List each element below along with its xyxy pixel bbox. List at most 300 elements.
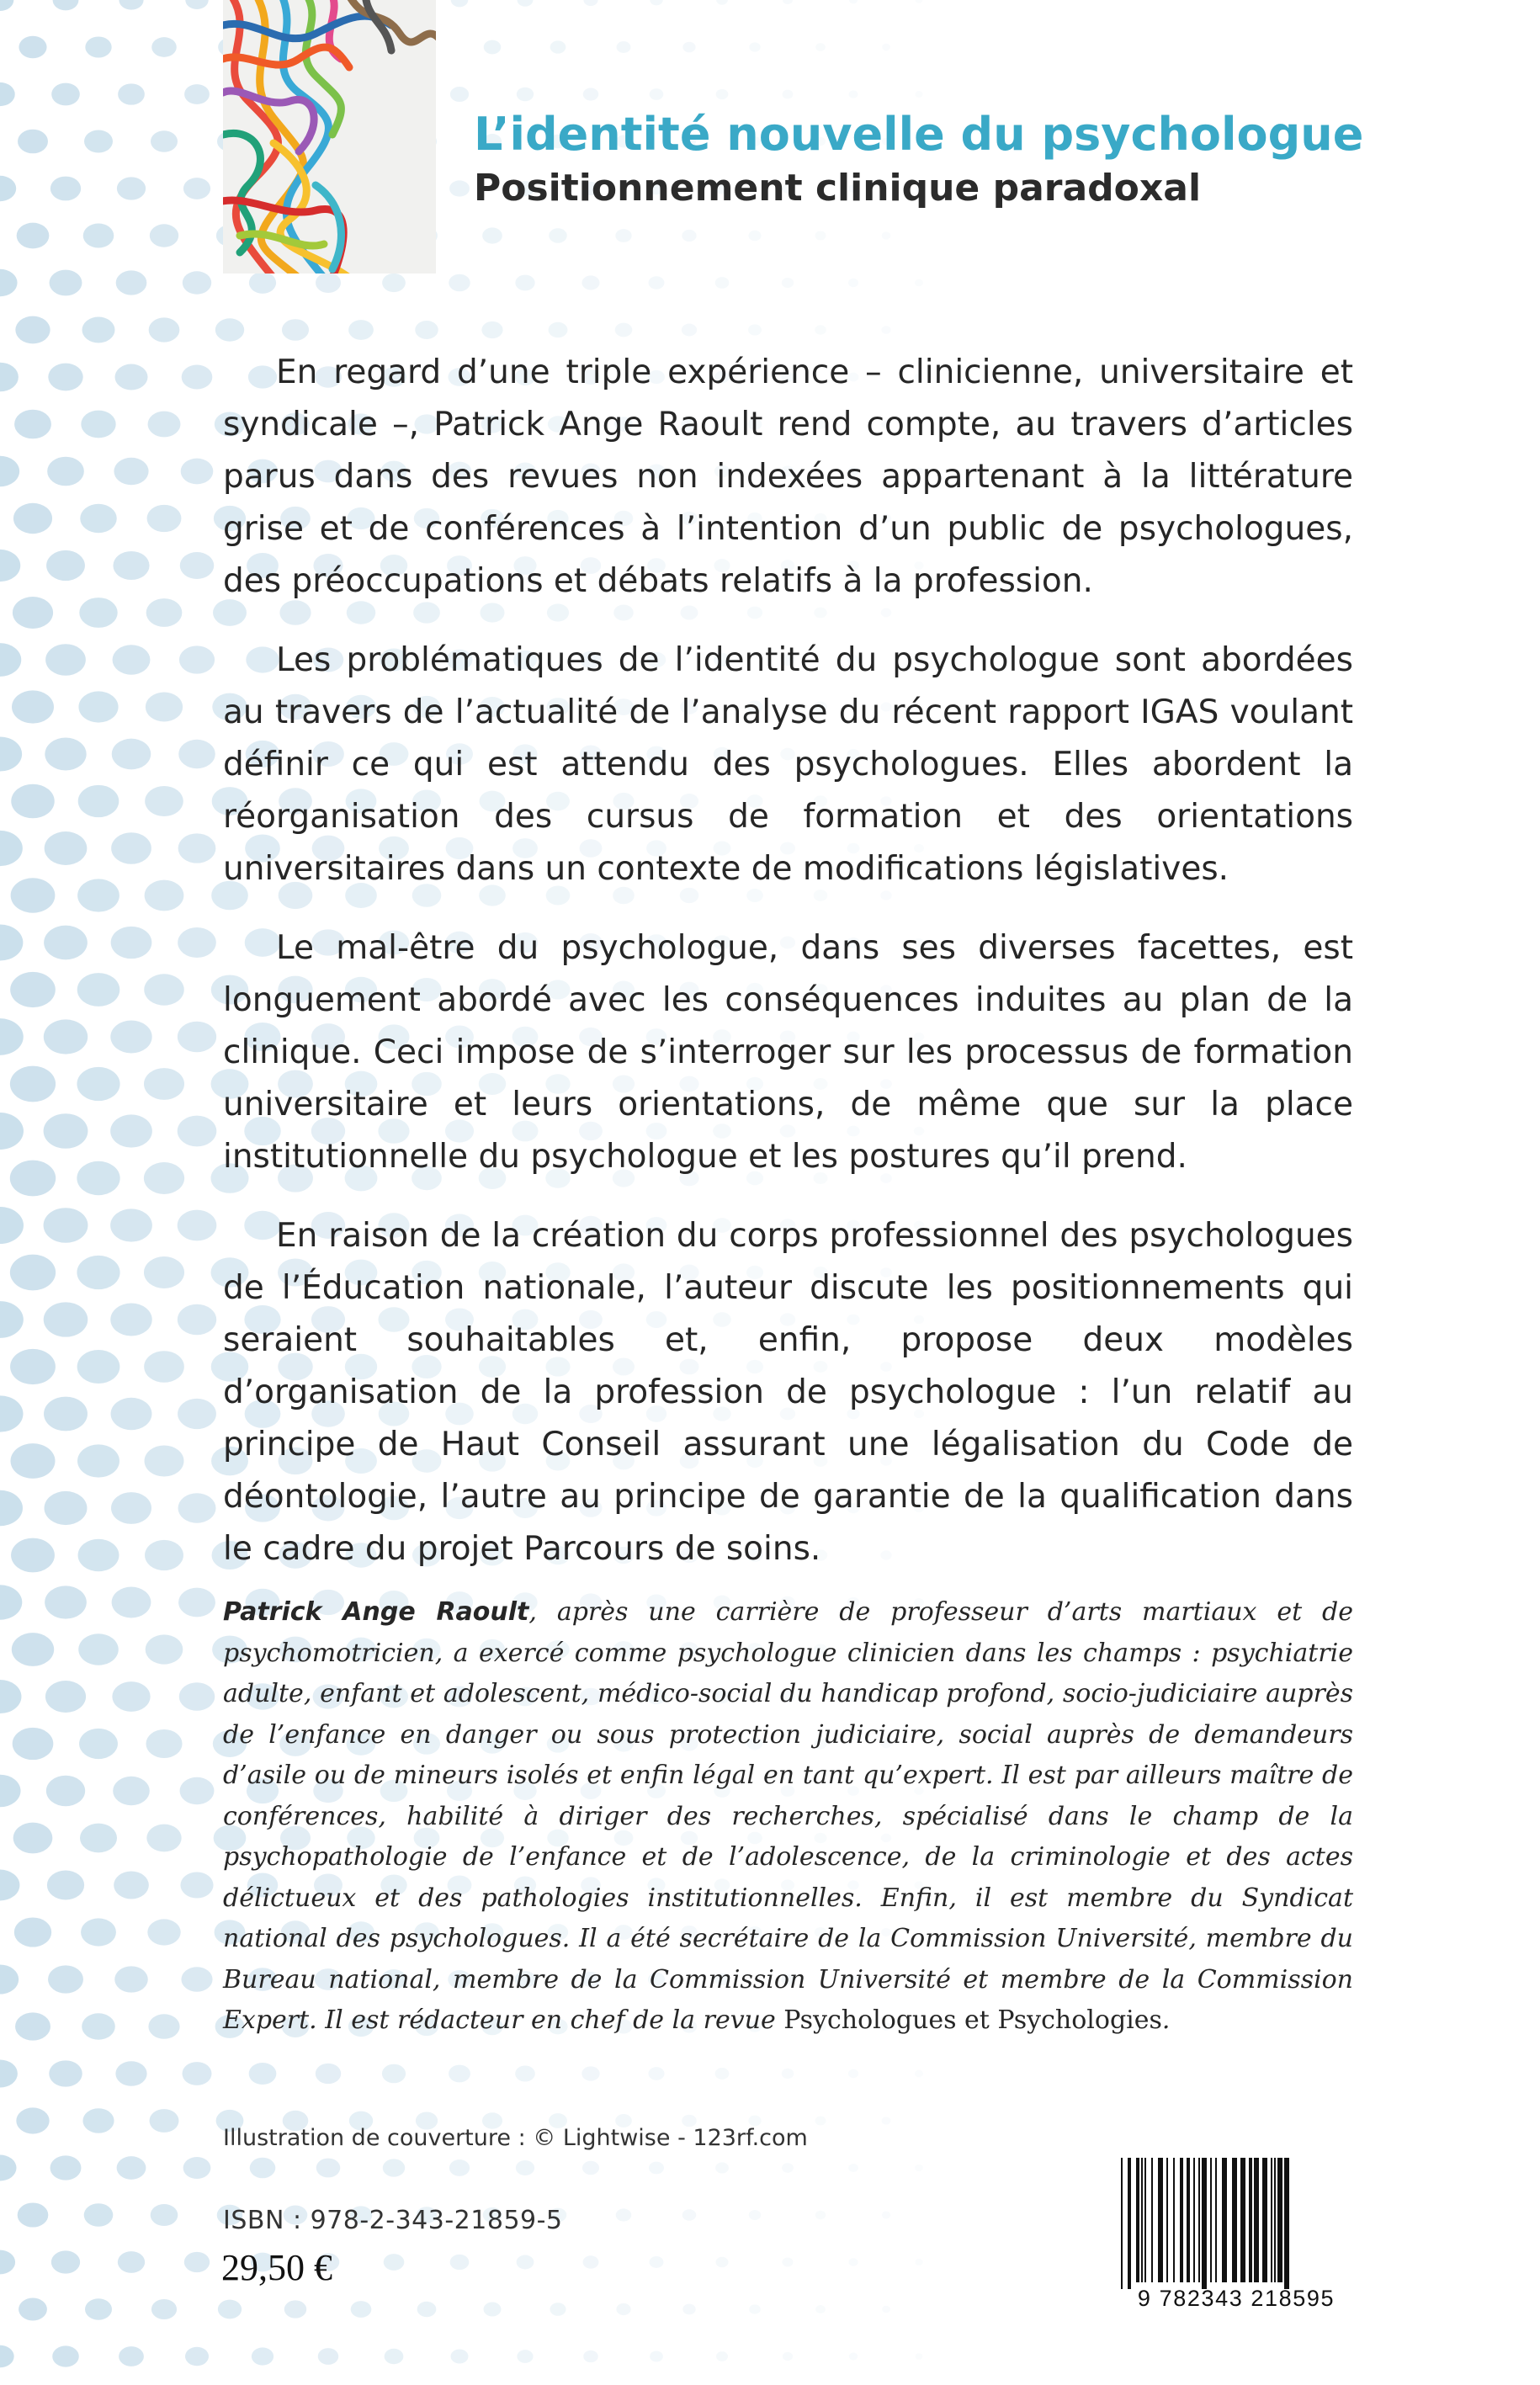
pattern-dot xyxy=(815,231,826,241)
pattern-dot xyxy=(85,2298,112,2320)
pattern-dot xyxy=(182,364,213,389)
pattern-dot xyxy=(146,1825,181,1852)
pattern-dot xyxy=(13,597,53,629)
pattern-dot xyxy=(0,176,16,201)
pattern-dot xyxy=(450,2255,470,2270)
pattern-dot xyxy=(0,0,13,11)
pattern-dot xyxy=(78,1633,119,1665)
pattern-dot xyxy=(145,1540,183,1570)
pattern-dot xyxy=(45,1681,86,1713)
pattern-dot xyxy=(111,832,151,864)
pattern-dot xyxy=(150,224,178,247)
barcode-bar xyxy=(1128,2158,1131,2289)
pattern-dot xyxy=(46,1776,85,1807)
pattern-dot xyxy=(50,270,82,296)
pattern-dot xyxy=(13,1823,53,1854)
pattern-dot xyxy=(151,2204,178,2226)
pattern-dot xyxy=(84,130,113,152)
pattern-dot xyxy=(178,1116,217,1147)
pattern-dot xyxy=(252,2347,273,2365)
pattern-dot xyxy=(13,1728,54,1760)
pattern-dot xyxy=(145,786,183,816)
pattern-dot xyxy=(650,88,664,100)
pattern-dot xyxy=(114,364,147,390)
pattern-dot xyxy=(0,269,18,297)
author-bio-end: . xyxy=(1161,2005,1171,2035)
pattern-dot xyxy=(0,924,23,960)
pattern-dot xyxy=(581,275,599,289)
pattern-dot xyxy=(10,1443,55,1479)
pattern-dot xyxy=(0,363,19,392)
pattern-dot xyxy=(583,2255,599,2268)
pattern-dot xyxy=(0,1585,22,1619)
pattern-dot xyxy=(82,317,114,343)
pattern-dot xyxy=(45,831,88,865)
pattern-dot xyxy=(0,1490,23,1526)
pattern-dot xyxy=(481,321,502,338)
pattern-dot xyxy=(715,2162,729,2173)
pattern-dot xyxy=(144,1351,184,1383)
pattern-dot xyxy=(184,84,210,104)
pattern-dot xyxy=(178,833,216,863)
barcode-bars xyxy=(1102,2154,1370,2289)
pattern-dot xyxy=(111,1398,152,1431)
pattern-dot xyxy=(51,2250,80,2273)
pattern-dot xyxy=(515,2065,535,2081)
pattern-dot xyxy=(615,229,631,242)
pattern-dot xyxy=(250,2158,276,2178)
pattern-dot xyxy=(783,2352,793,2361)
pattern-dot xyxy=(682,42,695,53)
pattern-dot xyxy=(178,1493,216,1523)
pattern-dot xyxy=(583,0,597,6)
pattern-dot xyxy=(112,739,151,770)
pattern-dot xyxy=(180,1777,215,1804)
pattern-dot xyxy=(110,1304,151,1336)
pattern-dot xyxy=(12,1633,54,1666)
pattern-dot xyxy=(583,2350,597,2362)
barcode-bar xyxy=(1284,2158,1289,2289)
pattern-dot xyxy=(45,1491,88,1525)
pattern-dot xyxy=(48,1965,83,1993)
pattern-dot xyxy=(0,643,21,677)
pattern-dot xyxy=(649,276,665,289)
pattern-dot xyxy=(682,230,696,242)
barcode-bar xyxy=(1173,2158,1175,2282)
illustration-credit: Illustration de couverture : © Lightwise - 123rf.com xyxy=(223,2125,808,2151)
pattern-dot xyxy=(348,320,374,340)
pattern-dot xyxy=(117,2156,146,2180)
pattern-dot xyxy=(617,41,631,53)
pattern-dot xyxy=(316,2064,341,2084)
summary-paragraph: Les problématiques de l’identité du psychologue sont abordées au travers de l’actualité de l’analyse du récent rapport IGAS voulant définir ce qui est attendu des psychologues. Elles abordent la réorganisation des cursus de formation et des orientations universitaires dans un contexte de modifications législatives. xyxy=(223,641,1353,888)
pattern-dot xyxy=(145,1445,184,1476)
pattern-dot xyxy=(77,879,119,911)
pattern-dot xyxy=(178,1210,217,1241)
pattern-dot xyxy=(815,2116,826,2125)
pattern-dot xyxy=(81,411,115,438)
summary xyxy=(223,347,1353,1602)
pattern-dot xyxy=(716,2351,728,2361)
pattern-dot xyxy=(0,831,23,866)
pattern-dot xyxy=(11,878,56,912)
pattern-dot xyxy=(15,2012,50,2040)
pattern-dot xyxy=(178,1588,215,1617)
pattern-dot xyxy=(748,324,762,335)
pattern-dot xyxy=(81,1918,116,1946)
pattern-dot xyxy=(52,2345,79,2366)
pattern-dot xyxy=(14,1917,51,1947)
pattern-dot xyxy=(50,177,81,201)
pattern-dot xyxy=(215,318,244,341)
pattern-dot xyxy=(147,505,182,532)
pattern-dot xyxy=(0,2345,14,2368)
pattern-dot xyxy=(113,1777,150,1805)
pattern-dot xyxy=(110,1021,151,1054)
pattern-dot xyxy=(0,1680,21,1713)
pattern-dot xyxy=(782,278,794,288)
barcode-bar xyxy=(1187,2158,1190,2282)
pattern-dot xyxy=(881,326,890,334)
barcode-bar xyxy=(1166,2158,1168,2282)
pattern-dot xyxy=(115,2061,146,2086)
pattern-dot xyxy=(716,2257,729,2267)
pattern-dot xyxy=(10,1349,56,1384)
pattern-dot xyxy=(13,503,52,534)
pattern-dot xyxy=(53,0,79,10)
pattern-dot xyxy=(383,2159,405,2176)
pattern-dot xyxy=(782,2258,793,2267)
pattern-dot xyxy=(815,325,826,334)
pattern-dot xyxy=(648,2067,664,2080)
pattern-dot xyxy=(351,2301,372,2318)
barcode-bar xyxy=(1141,2158,1143,2282)
pattern-dot xyxy=(151,2299,177,2319)
pattern-dot xyxy=(749,2304,761,2313)
pattern-dot xyxy=(178,1304,216,1336)
pattern-dot xyxy=(517,2350,533,2363)
pattern-dot xyxy=(111,927,152,959)
pattern-dot xyxy=(178,740,215,768)
summary-paragraph: En raison de la création du corps professionnel des psychologues de l’Éducation nationale, l’auteur discute les positionnements qui seraient souhaitables et, enfin, propose deux modèles d’organisation de la profession de psychologue : l’un relatif au principe de Haut Conseil assurant une légalisation du Code de déontologie, l’autre au principe de garantie de la qualification dans le cadre du projet Parcours de soins. xyxy=(223,1217,1353,1568)
pattern-dot xyxy=(650,2256,664,2268)
pattern-dot xyxy=(716,89,729,99)
pattern-dot xyxy=(183,271,211,294)
pattern-dot xyxy=(849,2353,858,2361)
pattern-dot xyxy=(815,43,826,51)
pattern-dot xyxy=(284,2300,306,2318)
pattern-dot xyxy=(150,2109,179,2133)
barcode-bar xyxy=(1274,2158,1276,2282)
pattern-dot xyxy=(815,2305,826,2313)
pattern-dot xyxy=(146,1634,183,1664)
pattern-dot xyxy=(144,1068,184,1100)
pattern-dot xyxy=(882,2306,890,2313)
pattern-dot xyxy=(149,317,180,342)
pattern-dot xyxy=(415,321,438,339)
pattern-dot xyxy=(144,1162,184,1194)
barcode xyxy=(1102,2154,1370,2326)
pattern-dot xyxy=(249,2063,277,2085)
pattern-dot xyxy=(83,223,114,247)
pattern-dot xyxy=(516,2160,534,2175)
pattern-dot xyxy=(19,2298,47,2321)
barcode-bar xyxy=(1271,2158,1272,2282)
barcode-bar xyxy=(1180,2158,1183,2282)
pattern-dot xyxy=(449,274,470,292)
pattern-dot xyxy=(518,0,534,7)
pattern-dot xyxy=(616,2303,630,2315)
pattern-dot xyxy=(44,1302,88,1336)
pattern-dot xyxy=(44,926,88,960)
pattern-dot xyxy=(449,2159,470,2176)
pattern-dot xyxy=(682,324,697,337)
pattern-dot xyxy=(316,273,341,293)
pattern-dot xyxy=(183,2157,211,2179)
pattern-dot xyxy=(144,974,184,1005)
pattern-dot xyxy=(581,2066,599,2080)
pattern-dot xyxy=(915,2070,923,2078)
pattern-dot xyxy=(82,2013,115,2039)
pattern-dot xyxy=(0,1870,19,1901)
barcode-bar xyxy=(1202,2158,1207,2289)
pattern-dot xyxy=(915,2165,923,2171)
pattern-dot xyxy=(249,272,276,294)
pattern-dot xyxy=(185,2347,209,2366)
pattern-dot xyxy=(484,40,502,55)
pattern-dot xyxy=(0,1207,24,1244)
pattern-dot xyxy=(915,2259,922,2265)
pattern-dot xyxy=(180,1872,213,1898)
pattern-dot xyxy=(184,2252,210,2272)
pattern-dot xyxy=(716,0,728,5)
barcode-digits: 9 782343 218595 xyxy=(1137,2286,1336,2311)
pattern-dot xyxy=(47,457,84,486)
pattern-dot xyxy=(550,2303,566,2316)
barcode-bar xyxy=(1232,2158,1237,2282)
pattern-dot xyxy=(318,2348,339,2365)
pattern-dot xyxy=(748,231,761,242)
pattern-dot xyxy=(179,1682,215,1711)
pattern-dot xyxy=(649,2162,664,2175)
pattern-dot xyxy=(148,2014,179,2039)
pattern-dot xyxy=(147,1919,180,1945)
pattern-dot xyxy=(151,130,178,152)
pattern-dot xyxy=(82,2108,114,2133)
pattern-dot xyxy=(45,738,86,771)
pattern-dot xyxy=(715,2068,730,2080)
pattern-dot xyxy=(0,2250,15,2275)
pattern-dot xyxy=(183,178,210,199)
pattern-dot xyxy=(650,2350,663,2361)
pattern-dot xyxy=(47,1871,84,1900)
barcode-bar xyxy=(1136,2158,1139,2282)
cover-illustration xyxy=(223,0,436,274)
summary-paragraph: En regard d’une triple expérience – clinicienne, universitaire et syndicale –, Patrick Ange Raoult rend compte, au travers d’articles parus dans des revues non indexées appartenant à la littérature grise et de conférences à l’intention d’un public de psychologues, des préoccupations et débats relatifs à la profession. xyxy=(223,353,1353,600)
pattern-dot xyxy=(78,1539,119,1572)
pattern-dot xyxy=(18,130,48,154)
pattern-dot xyxy=(49,2060,82,2086)
pattern-dot xyxy=(782,2163,794,2173)
barcode-bar xyxy=(1249,2158,1252,2282)
pattern-dot xyxy=(616,2208,631,2221)
pattern-dot xyxy=(18,2202,49,2227)
pattern-dot xyxy=(116,270,147,295)
book-title: L’identité nouvelle du psychologue xyxy=(474,108,1364,161)
pattern-dot xyxy=(181,1967,212,1991)
pattern-dot xyxy=(84,2203,114,2227)
pattern-dot xyxy=(110,1208,152,1241)
pattern-dot xyxy=(783,0,793,4)
pattern-dot xyxy=(44,1113,88,1149)
pattern-dot xyxy=(749,42,760,51)
pattern-dot xyxy=(146,1729,182,1758)
barcode-bar xyxy=(1210,2158,1212,2282)
pattern-dot xyxy=(0,1395,23,1432)
pattern-dot xyxy=(282,319,309,341)
pattern-dot xyxy=(183,2062,212,2085)
pattern-dot xyxy=(181,459,214,485)
pattern-dot xyxy=(882,231,891,239)
pattern-dot xyxy=(77,1067,119,1101)
pattern-dot xyxy=(882,2212,890,2219)
pattern-dot xyxy=(144,1256,184,1288)
pattern-dot xyxy=(44,1397,88,1432)
pattern-dot xyxy=(515,275,534,291)
author-bio-text: , après une carrière de professeur d’arts martiaux et de psychomotricien, a exercé comme psychologue clinicien dans les champs : psychiatrie adulte, enfant et adolescent, médico-social du handicap profond, socio-judiciaire auprès de l’enfance en danger ou sous protection judiciaire, social auprès de demandeurs d’asile ou de mineurs isolés et enfin légal en tant qu’expert. Il est par ailleurs maître de conférences, habilité à diriger des recherches, spécialisé dans le champ de la psychopathologie de l’enfance et de l’adolescence, de la criminologie et des actes délictueux et des pathologies institutionnelles. Enfin, il est membre du Syndicat national des psychologues. Il a été secrétaire de la Commission Université, membre du Bureau national, membre de la Commission Université et membre de la Commission Expert. Il est rédacteur en chef de la revue xyxy=(223,1597,1354,2035)
author-name: Patrick Ange Raoult xyxy=(223,1597,529,1627)
pattern-dot xyxy=(417,2302,437,2317)
pattern-dot xyxy=(0,1018,24,1055)
pattern-dot xyxy=(45,1586,87,1618)
pattern-dot xyxy=(916,0,923,3)
pattern-dot xyxy=(113,645,151,674)
pattern-dot xyxy=(79,1729,118,1759)
pattern-dot xyxy=(12,690,54,723)
pattern-dot xyxy=(0,2155,17,2181)
pattern-dot xyxy=(848,2258,858,2265)
pattern-dot xyxy=(916,2353,923,2360)
pattern-dot xyxy=(782,2069,794,2079)
barcode-bar xyxy=(1222,2158,1227,2282)
pattern-dot xyxy=(382,2064,406,2084)
pattern-dot xyxy=(10,1066,56,1102)
pattern-dot xyxy=(882,2117,891,2124)
pattern-dot xyxy=(118,2251,145,2273)
pattern-dot xyxy=(0,1775,21,1808)
book-subtitle: Positionnement clinique paradoxal xyxy=(474,167,1202,210)
pattern-dot xyxy=(0,456,19,486)
barcode-bar xyxy=(1193,2158,1195,2282)
pattern-dot xyxy=(848,279,858,287)
pattern-dot xyxy=(77,1161,119,1195)
barcode-bar xyxy=(1151,2158,1153,2282)
pattern-dot xyxy=(17,223,50,249)
pattern-dot xyxy=(15,316,50,344)
pattern-dot xyxy=(482,227,502,243)
pattern-dot xyxy=(550,40,566,53)
barcode-bar xyxy=(1215,2158,1217,2282)
pattern-dot xyxy=(0,736,22,771)
barcode-bar xyxy=(1144,2158,1146,2282)
pattern-dot xyxy=(0,1301,24,1338)
pattern-dot xyxy=(915,91,922,98)
pattern-dot xyxy=(145,880,184,911)
pattern-dot xyxy=(146,693,183,722)
pattern-dot xyxy=(382,274,406,292)
pattern-dot xyxy=(11,784,55,819)
barcode-bar xyxy=(1262,2158,1267,2282)
summary-paragraph: Le mal-être du psychologue, dans ses diverses facettes, est longuement abordé avec les conséquences induites au plan de la clinique. Ceci impose de s’interroger sur les processus de formation universitaire et leurs orientations, de même que sur la place institutionnelle du psychologue et les postures qu’il prend. xyxy=(223,929,1353,1176)
pattern-dot xyxy=(0,2059,18,2087)
pattern-dot xyxy=(44,1019,88,1054)
pattern-dot xyxy=(450,2349,468,2363)
pattern-dot xyxy=(77,1256,119,1289)
pattern-dot xyxy=(650,0,662,5)
pattern-dot xyxy=(915,279,923,287)
pattern-dot xyxy=(46,550,85,581)
pattern-dot xyxy=(450,87,469,102)
pattern-dot xyxy=(316,2159,341,2178)
pattern-dot xyxy=(385,2349,404,2364)
pattern-dot xyxy=(44,1208,88,1243)
pattern-dot xyxy=(449,180,470,196)
pattern-dot xyxy=(615,323,633,337)
pattern-dot xyxy=(549,322,568,338)
journal-name: Psychologues et Psychologies xyxy=(783,2005,1162,2035)
pattern-dot xyxy=(50,2155,82,2180)
pattern-dot xyxy=(715,277,730,289)
pattern-dot xyxy=(112,1681,150,1712)
pattern-dot xyxy=(16,2107,49,2133)
pattern-dot xyxy=(112,1587,151,1618)
pattern-dot xyxy=(517,2255,534,2270)
pattern-dot xyxy=(19,36,46,58)
pattern-dot xyxy=(51,83,80,106)
pattern-dot xyxy=(110,1114,152,1147)
pattern-dot xyxy=(849,0,858,3)
pattern-dot xyxy=(113,551,149,580)
pattern-dot xyxy=(10,972,56,1007)
pattern-dot xyxy=(815,2211,826,2219)
pattern-dot xyxy=(749,2210,761,2220)
pattern-dot xyxy=(80,504,116,533)
pattern-dot xyxy=(118,83,145,104)
title-block xyxy=(474,108,1399,212)
pattern-dot xyxy=(119,0,143,10)
pattern-dot xyxy=(111,1492,151,1524)
pattern-dot xyxy=(151,37,177,57)
pattern-dot xyxy=(117,177,146,199)
pattern-dot xyxy=(583,88,598,100)
pattern-dot xyxy=(114,1966,148,1992)
pattern-dot xyxy=(848,2164,858,2172)
pattern-dot xyxy=(48,364,82,391)
pattern-dot xyxy=(449,2065,470,2083)
pattern-dot xyxy=(185,0,208,9)
barcode-bar xyxy=(1158,2158,1163,2282)
author-bio xyxy=(223,1592,1353,2042)
pattern-dot xyxy=(77,973,120,1007)
pattern-dot xyxy=(78,691,118,722)
pattern-dot xyxy=(0,82,15,106)
pattern-dot xyxy=(484,2302,502,2316)
pattern-dot xyxy=(451,0,469,7)
pattern-dot xyxy=(10,1255,56,1291)
pattern-dot xyxy=(10,1161,56,1197)
pattern-dot xyxy=(179,645,215,673)
pattern-dot xyxy=(218,2300,242,2319)
